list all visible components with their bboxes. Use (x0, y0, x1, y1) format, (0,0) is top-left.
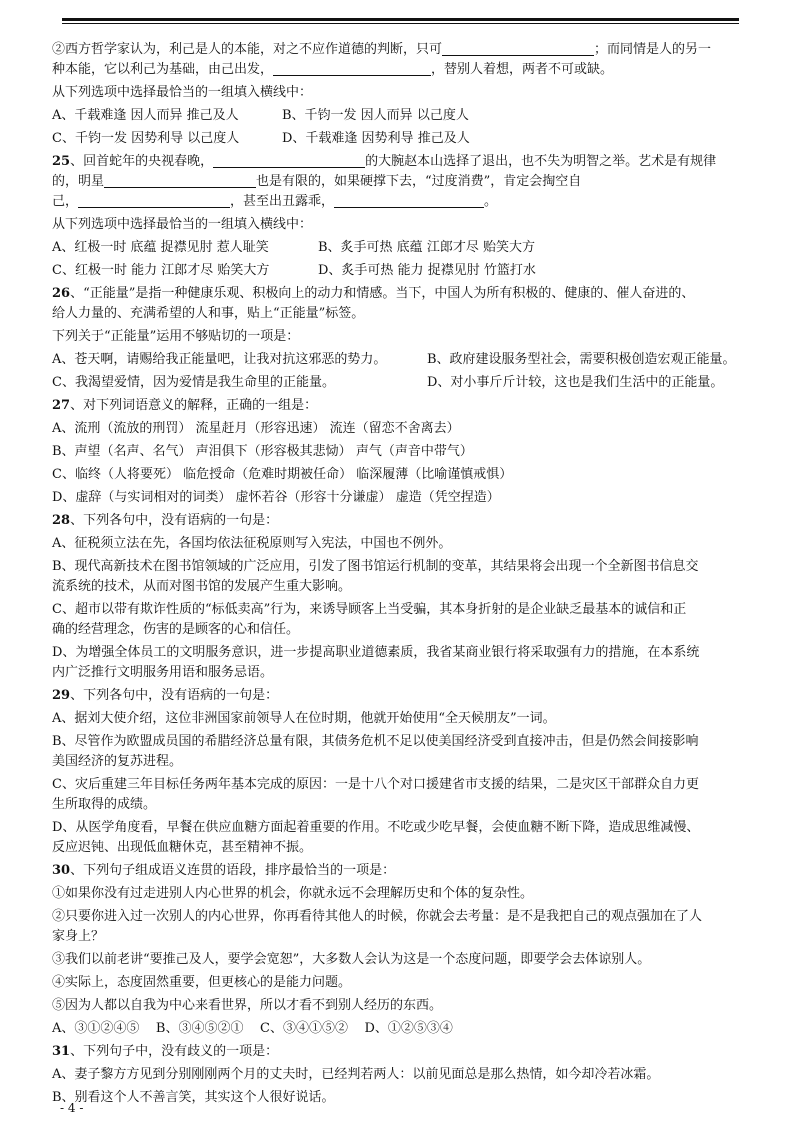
q26-line1: 26、“正能量”是指一种健康乐观、积极向上的动力和情感。当下，中国人为所有积极的、健康的、催人奋进的、 (52, 286, 695, 301)
blank (104, 172, 256, 188)
q28-option-b-line2: 流系统的技术，从而对图书馆的发展产生重大影响。 (52, 579, 352, 594)
q28-option-b-line1: B、现代高新技术在图书馆领域的广泛应用，引发了图书馆运行机制的变革，其结果将会出现一个全新图书信息交 (52, 559, 699, 574)
q24-options-row2: C、千钧一发 因势利导 以己度人 D、千载难逢 因势利导 推己及人 (52, 131, 470, 146)
q27-option-c: C、临终（人将要死） 临危授命（危难时期被任命） 临深履薄（比喻谨慎戒惧） (52, 467, 513, 482)
q28-option-d-line1: D、为增强全体员工的文明服务意识，进一步提高职业道德素质，我省某商业银行将采取强有力的措施，在本系统 (52, 645, 700, 660)
q26-line2: 给人力量的、充满希望的人和事，贴上“正能量”标签。 (52, 306, 365, 321)
q29-stem: 29、下列各句中，没有语病的一句是： (52, 688, 279, 703)
q26-options-row1: A、苍天啊，请赐给我正能量吧，让我对抗这邪恶的势力。 B、政府建设服务型社会，需要积极创造宏观正能量。 (52, 352, 736, 367)
q30-sentence-1: ①如果你没有过走进别人内心世界的机会，你就永远不会理解历史和个体的复杂性。 (52, 886, 534, 901)
blank (334, 192, 484, 208)
q30-stem: 30、下列句子组成语义连贯的语段，排序最恰当的一项是： (52, 863, 396, 878)
q25-options-row2: C、红极一时 能力 江郎才尽 贻笑大方 D、炙手可热 能力 捉襟见肘 竹篮打水 (52, 263, 536, 278)
q24-options-row1: A、千载难逢 因人而异 推己及人 B、千钧一发 因人而异 以己度人 (52, 108, 469, 123)
blank (442, 40, 594, 56)
q26-prompt: 下列关于“正能量”运用不够贴切的一项是： (52, 329, 300, 344)
q30-sentence-3: ③我们以前老讲“要推己及人，要学会宽恕”，大多数人会认为这是一个态度问题，即要学会去体谅别人。 (52, 952, 651, 967)
blank (213, 152, 365, 168)
page-content (52, 40, 752, 1108)
q29-option-a: A、据刘大使介绍，这位非洲国家前领导人在位时期，他就开始使用“全天候朋友”一词。 (52, 711, 556, 726)
top-rule-thick (62, 18, 739, 21)
q25-options-row1: A、红极一时 底蕴 捉襟见肘 惹人耻笑 B、炙手可热 底蕴 江郎才尽 贻笑大方 (52, 240, 535, 255)
q29-option-c-line2: 生所取得的成绩。 (52, 797, 157, 812)
q28-option-a: A、征税须立法在先，各国均依法征税原则写入宪法，中国也不例外。 (52, 536, 452, 551)
q25-prompt: 从下列选项中选择最恰当的一组填入横线中： (52, 217, 313, 232)
top-rule-thin (62, 23, 739, 24)
q29-option-c-line1: C、灾后重建三年目标任务两年基本完成的原因：一是十八个对口援建省市支援的结果，二是灾区干部群众自力更 (52, 777, 699, 792)
q31-stem: 31、下列句子中，没有歧义的一项是： (52, 1044, 279, 1059)
q31-option-a: A、妻子黎方方见到分别刚刚两个月的丈夫时，已经判若两人：以前见面总是那么热情，如今却冷若冰霜。 (52, 1067, 660, 1082)
q24-line1: ②西方哲学家认为，利己是人的本能，对之不应作道德的判断，只可 ；而同情是人的另一 (52, 42, 712, 57)
q27-option-d: D、虚辞（与实词相对的词类） 虚怀若谷（形容十分谦虚） 虚造（凭空捏造） (52, 490, 500, 505)
q30-sentence-4: ④实际上，态度固然重要，但更核心的是能力问题。 (52, 975, 352, 990)
q29-option-b-line2: 美国经济的复苏进程。 (52, 754, 183, 769)
q30-sentence-2-line1: ②只要你进入过一次别人的内心世界，你再看待其他人的时候，你就会去考量：是不是我把自己的观点强加在了人 (52, 909, 703, 924)
q27-option-b: B、声望（名声、名气） 声泪俱下（形容极其悲恸） 声气（声音中带气） (52, 444, 473, 459)
q27-option-a: A、流刑（流放的刑罚） 流星赶月（形容迅速） 流连（留恋不舍离去） (52, 421, 460, 436)
q27-stem: 27、对下列词语意义的解释，正确的一组是： (52, 398, 318, 413)
q28-option-c-line2: 确的经营理念，伤害的是顾客的心和信任。 (52, 622, 300, 637)
q28-stem: 28、下列各句中，没有语病的一句是： (52, 513, 279, 528)
q30-options: A、③①②④⑤ B、③④⑤②① C、③④①⑤② D、①②⑤③④ (52, 1021, 453, 1036)
q29-option-d-line2: 反应迟钝、出现低血糖休克，甚至精神不振。 (52, 840, 313, 855)
page-number: - 4 - (60, 1101, 84, 1115)
q30-sentence-5: ⑤因为人都以自我为中心来看世界，所以才看不到别人经历的东西。 (52, 998, 443, 1013)
q26-options-row2: C、我渴望爱情，因为爱情是我生命里的正能量。 D、对小事斤斤计较，这也是我们生活中的正能量。 (52, 375, 724, 390)
q24-line2: 种本能，它以利己为基础，由己出发， ，替别人着想，两者不可或缺。 (52, 62, 614, 77)
q25-line2: 的，明星 也是有限的，如果硬撑下去，“过度消费”，肯定会掏空自 (52, 174, 582, 189)
q31-option-b: B、别看这个人不善言笑，其实这个人很好说话。 (52, 1090, 335, 1105)
q29-option-d-line1: D、从医学角度看，早餐在供应血糖方面起着重要的作用。不吃或少吃早餐，会使血糖不断下降，造成思维减慢、 (52, 820, 700, 835)
q29-option-b-line1: B、尽管作为欧盟成员国的希腊经济总量有限，其债务危机不足以使美国经济受到直接冲击，但是仍然会间接影响 (52, 734, 699, 749)
q30-sentence-2-line2: 家身上？ (52, 929, 105, 944)
q28-option-d-line2: 内广泛推行文明服务用语和服务忌语。 (52, 665, 274, 680)
blank (78, 192, 230, 208)
q28-option-c-line1: C、超市以带有欺诈性质的“标低卖高”行为，来诱导顾客上当受骗，其本身折射的是企业缺乏最基本的诚信和正 (52, 602, 687, 617)
q24-prompt: 从下列选项中选择最恰当的一组填入横线中： (52, 85, 313, 100)
q25-line3: 己， ，甚至出丑露乖， 。 (52, 194, 498, 209)
q25-line1: 25、回首蛇年的央视春晚， 的大腕赵本山选择了退出，也不失为明智之举。艺术是有规律 (52, 154, 717, 169)
blank (273, 60, 431, 76)
